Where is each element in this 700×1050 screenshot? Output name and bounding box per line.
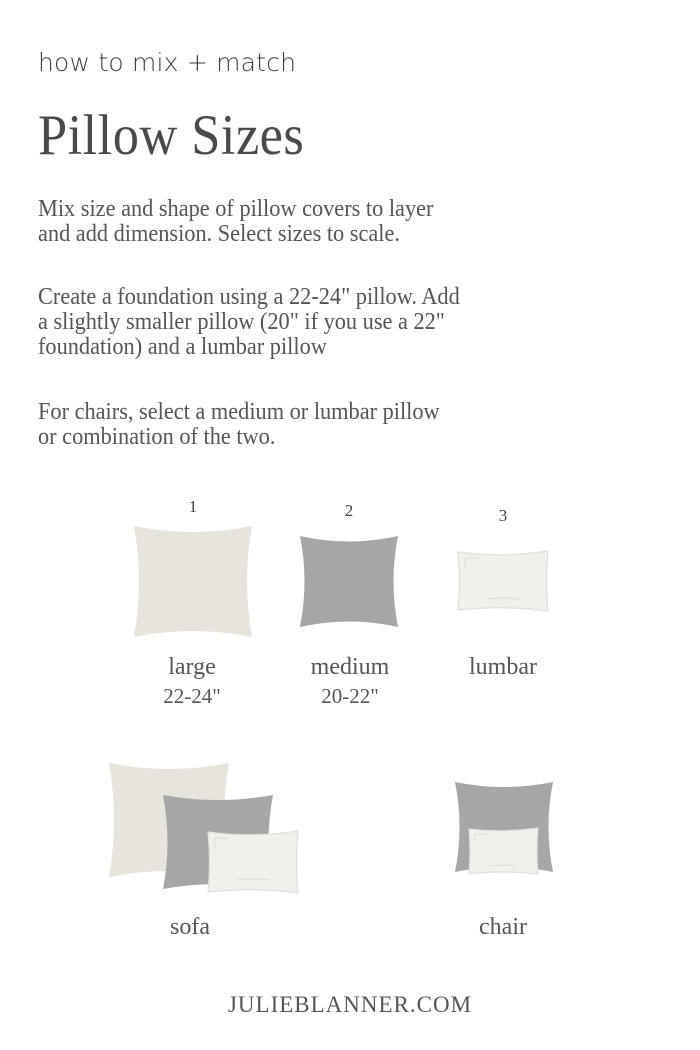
intro-paragraph: [38, 197, 433, 247]
size-number-1: 1: [188, 497, 198, 516]
medium-pillow-icon: [299, 535, 399, 628]
paragraph-line: a slightly smaller pillow (20" if you use a 22": [38, 309, 445, 335]
foundation-paragraph: [38, 285, 460, 360]
paragraph-line: For chairs, select a medium or lumbar pillow: [38, 399, 440, 425]
size-name-medium: medium: [310, 654, 390, 680]
arrangement-label-chair: chair: [479, 914, 527, 940]
paragraph-line: Mix size and shape of pillow covers to layer: [38, 196, 434, 222]
paragraph-line: Create a foundation using a 22-24" pillow. Add: [38, 284, 460, 310]
size-dimensions-large: 22-24": [163, 684, 221, 708]
paragraph-line: and add dimension. Select sizes to scale.: [38, 221, 400, 247]
size-dimensions-medium: 20-22": [321, 684, 379, 708]
lumbar-pillow-icon: [457, 550, 549, 612]
size-name-large: large: [168, 654, 216, 680]
paragraph-line: or combination of the two.: [38, 424, 276, 450]
chairs-paragraph: [38, 400, 440, 450]
chair-arrangement-icon: [454, 781, 554, 877]
page-title: Pillow Sizes: [38, 104, 305, 167]
paragraph-line: foundation) and a lumbar pillow: [38, 334, 327, 360]
size-name-lumbar: lumbar: [469, 654, 537, 680]
size-number-2: 2: [344, 501, 354, 520]
arrangement-label-sofa: sofa: [170, 914, 210, 940]
site-footer: JULIEBLANNER.COM: [227, 992, 473, 1017]
large-pillow-icon: [132, 524, 254, 639]
kicker-heading: how to mix + match: [38, 48, 297, 77]
size-number-3: 3: [498, 506, 508, 525]
sofa-arrangement-icon: [108, 762, 303, 897]
